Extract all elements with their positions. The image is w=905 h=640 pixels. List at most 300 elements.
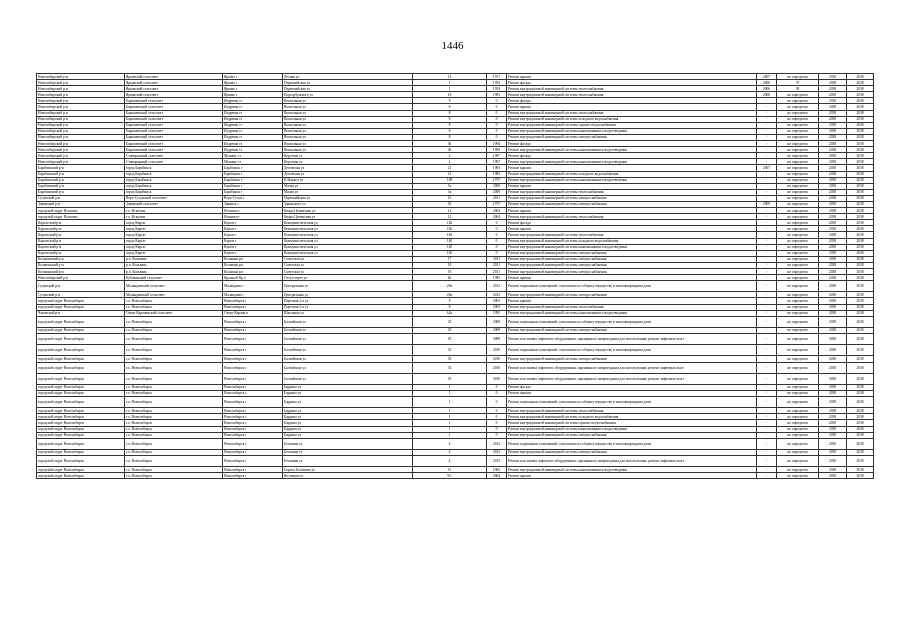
work-type-cell: Ремонт внутридомовой инженерной системы канализования и водоотведения [507, 244, 757, 250]
end-year-cell: 2038 [847, 456, 874, 467]
house-number-cell: 108 [413, 177, 487, 183]
district-cell: Кольванский р-н [37, 262, 125, 268]
status-cell: не определен [777, 104, 819, 110]
district-cell: Чановский р-н [37, 310, 125, 316]
work-type-cell: Ремонт внутридомовой инженерной системы канализования и водоотведения [507, 128, 757, 134]
house-number-cell: 33 [413, 345, 487, 356]
work-type-cell: Ремонт фасада [507, 153, 757, 159]
last-repair-year-cell: - [757, 189, 777, 195]
work-type-cell: Ремонт внутридомовой инженерной системы теплоснабжения [507, 304, 757, 310]
district-cell: городской округ Новосибирск [37, 449, 125, 455]
status-cell: не определен [777, 334, 819, 345]
end-year-cell: 2038 [847, 220, 874, 226]
house-number-cell: 8 [413, 116, 487, 122]
end-year-cell: 2038 [847, 122, 874, 128]
street-cell: Коммунистическая ул [283, 226, 413, 232]
street-cell: Коммунистическая ул [283, 232, 413, 238]
street-cell: К.Маркса ул [283, 177, 413, 183]
district-cell: Сузунский р-н [37, 292, 125, 298]
build-year-cell: 1997 [487, 159, 507, 165]
repair-schedule-table [36, 73, 874, 479]
build-year-cell: 1983 [487, 171, 507, 177]
settlement-cell: Барышевский сельсовет [125, 110, 223, 116]
last-repair-year-cell: - [757, 195, 777, 201]
last-repair-year-cell: - [757, 327, 777, 333]
start-year-cell: 2038 [819, 104, 847, 110]
build-year-cell: 2003 [487, 304, 507, 310]
locality-cell: Мочище ст [223, 159, 283, 165]
work-type-cell: Ремонт крыши [507, 298, 757, 304]
district-cell: Новосибирский р-н [37, 134, 125, 140]
last-repair-year-cell: 2008 [757, 80, 777, 86]
build-year-cell: 0 [487, 232, 507, 238]
house-number-cell: 33 [413, 362, 487, 373]
street-cell: Первомайская ул [283, 195, 413, 201]
street-cell: Бардина ул [283, 420, 413, 426]
district-cell: Барабинский р-н [37, 165, 125, 171]
house-number-cell: 2 [413, 153, 487, 159]
district-cell: городской округ Искитим [37, 214, 125, 220]
build-year-cell: 0 [487, 250, 507, 256]
status-cell: не определен [777, 183, 819, 189]
start-year-cell: 2038 [819, 141, 847, 147]
status-cell: не определен [777, 244, 819, 250]
work-type-cell: Ремонт или замена лифтового оборудования, признанного непригодным для эксплуатации, ремонт лифтовых шахт [507, 362, 757, 373]
build-year-cell: 0 [487, 134, 507, 140]
house-number-cell: 40 [413, 275, 487, 281]
locality-cell: Новосибирск г [223, 304, 283, 310]
work-type-cell: Ремонт крыши [507, 275, 757, 281]
end-year-cell: 2038 [847, 269, 874, 275]
build-year-cell: 2004 [487, 214, 507, 220]
locality-cell: Издревая ст [223, 104, 283, 110]
street-cell: Бориса Богаткова ул [283, 467, 413, 473]
locality-cell: Барабинск г [223, 171, 283, 177]
locality-cell: Новосибирск г [223, 408, 283, 414]
settlement-cell: г.о. Новосибирск [125, 362, 223, 373]
status-cell: не определен [777, 98, 819, 104]
settlement-cell: город Барабинск [125, 165, 223, 171]
last-repair-year-cell: - [757, 262, 777, 268]
street-cell: Первомайская ул [283, 86, 413, 92]
house-number-cell: 8 [413, 122, 487, 128]
start-year-cell: 2038 [819, 256, 847, 262]
locality-cell: Издревая ст [223, 110, 283, 116]
house-number-cell: 2 [413, 159, 487, 165]
locality-cell: Новосибирск г [223, 449, 283, 455]
locality-cell: Новосибирск г [223, 316, 283, 327]
status-cell: не определен [777, 177, 819, 183]
build-year-cell: 0 [487, 220, 507, 226]
work-type-cell: Ремонт внутридомовой инженерной системы электроснабжения [507, 292, 757, 298]
settlement-cell: Барышевский сельсовет [125, 104, 223, 110]
work-type-cell: Ремонт внутридомовой инженерной системы теплоснабжения [507, 110, 757, 116]
street-cell: Малая ул [283, 183, 413, 189]
start-year-cell: 2038 [819, 189, 847, 195]
status-cell: 70 [777, 80, 819, 86]
street-cell: Бардина ул [283, 426, 413, 432]
end-year-cell: 2038 [847, 171, 874, 177]
house-number-cell: 140 [413, 232, 487, 238]
work-type-cell: Ремонт внутридомовой инженерной системы электроснабжения [507, 256, 757, 262]
build-year-cell: 0 [487, 128, 507, 134]
end-year-cell: 2038 [847, 345, 874, 356]
start-year-cell: 2038 [819, 334, 847, 345]
house-number-cell: 20а [413, 281, 487, 292]
build-year-cell: 2010 [487, 356, 507, 362]
settlement-cell: г.о. Новосибирск [125, 397, 223, 408]
district-cell: городской округ Новосибирск [37, 362, 125, 373]
settlement-cell: г.о. Новосибирск [125, 449, 223, 455]
street-cell: Балтийская ул [283, 316, 413, 327]
house-number-cell: 21 [413, 171, 487, 177]
street-cell: Коммунистическая ул [283, 250, 413, 256]
last-repair-year-cell: - [757, 122, 777, 128]
start-year-cell: 2038 [819, 153, 847, 159]
work-type-cell: Ремонт внутридомовой инженерной системы электроснабжения [507, 327, 757, 333]
start-year-cell: 2038 [819, 408, 847, 414]
house-number-cell: 1 [413, 432, 487, 438]
settlement-cell: р.п. Кольвань [125, 269, 223, 275]
street-cell: Весенняя ул [283, 473, 413, 479]
house-number-cell: 8 [413, 304, 487, 310]
build-year-cell: 0 [487, 397, 507, 408]
start-year-cell: 2038 [819, 397, 847, 408]
street-cell: Короткая ул [283, 159, 413, 165]
start-year-cell: 2038 [819, 414, 847, 420]
work-type-cell: Ремонт подвальных помещений, относящихся к общему имуществу в многоквартирном доме [507, 281, 757, 292]
house-number-cell: 17 [413, 256, 487, 262]
street-cell: Подгорбунского ул [283, 92, 413, 98]
end-year-cell: 2038 [847, 189, 874, 195]
house-number-cell: 4 [413, 456, 487, 467]
house-number-cell: 1 [413, 384, 487, 390]
work-type-cell: Ремонт фасада [507, 384, 757, 390]
start-year-cell: 2038 [819, 201, 847, 207]
table-row [37, 473, 874, 479]
last-repair-year-cell: - [757, 147, 777, 153]
settlement-cell: г.о. Новосибирск [125, 420, 223, 426]
end-year-cell: 2038 [847, 362, 874, 373]
house-number-cell: 62а [413, 310, 487, 316]
street-cell: Вокзальная ул [283, 116, 413, 122]
district-cell: городской округ Новосибирск [37, 345, 125, 356]
last-repair-year-cell: 2009 [757, 201, 777, 207]
last-repair-year-cell: - [757, 128, 777, 134]
house-number-cell: 1 [413, 80, 487, 86]
end-year-cell: 2038 [847, 432, 874, 438]
locality-cell: Новосибирск г [223, 390, 283, 396]
district-cell: Кольванский р-н [37, 256, 125, 262]
settlement-cell: г.о. Новосибирск [125, 356, 223, 362]
settlement-cell: г.о. Новосибирск [125, 467, 223, 473]
street-cell: Короткая ул [283, 153, 413, 159]
work-type-cell: Ремонт подвальных помещений, относящихся к общему имуществу в многоквартирном доме [507, 316, 757, 327]
last-repair-year-cell: - [757, 384, 777, 390]
work-type-cell: Ремонт внутридомовой инженерной системы канализования и водоотведения [507, 467, 757, 473]
district-cell: Сузунский р-н [37, 281, 125, 292]
work-type-cell: Ремонт крыши [507, 473, 757, 479]
work-type-cell: Ремонт внутридомовой инженерной системы холодного водоснабжения [507, 414, 757, 420]
street-cell: Балтийская ул [283, 345, 413, 356]
start-year-cell: 2038 [819, 473, 847, 479]
start-year-cell: 2038 [819, 327, 847, 333]
status-cell: не определен [777, 473, 819, 479]
locality-cell: Издревая ст [223, 147, 283, 153]
end-year-cell: 2038 [847, 310, 874, 316]
work-type-cell: Ремонт внутридомовой инженерной системы теплоснабжения [507, 232, 757, 238]
street-cell: Центральная ул [283, 292, 413, 298]
district-cell: городской округ Новосибирск [37, 438, 125, 449]
district-cell: городской округ Новосибирск [37, 334, 125, 345]
work-type-cell: Ремонт фасада [507, 220, 757, 226]
build-year-cell: 2012 [487, 449, 507, 455]
locality-cell: Издревая ст [223, 128, 283, 134]
status-cell: не определен [777, 262, 819, 268]
work-type-cell: Ремонт крыши [507, 165, 757, 171]
locality-cell: Издревая ст [223, 141, 283, 147]
district-cell: городской округ Новосибирск [37, 426, 125, 432]
work-type-cell: Ремонт внутридомовой инженерной системы горячего водоснабжения [507, 122, 757, 128]
settlement-cell: Ярковский сельсовет [125, 80, 223, 86]
settlement-cell: г.о. Новосибирск [125, 432, 223, 438]
district-cell: городской округ Новосибирск [37, 356, 125, 362]
work-type-cell: Ремонт фасада [507, 141, 757, 147]
build-year-cell: 0 [487, 408, 507, 414]
locality-cell: Новосибирск г [223, 473, 283, 479]
status-cell: не определен [777, 310, 819, 316]
work-type-cell: Ремонт подвальных помещений, относящихся к общему имуществу в многоквартирном доме [507, 438, 757, 449]
end-year-cell: 2038 [847, 256, 874, 262]
work-type-cell: Ремонт крыши [507, 104, 757, 110]
district-cell: Новосибирский р-н [37, 110, 125, 116]
start-year-cell: 2038 [819, 110, 847, 116]
end-year-cell: 2038 [847, 98, 874, 104]
settlement-cell: Озеро-Карачинский сельсовет [125, 310, 223, 316]
settlement-cell: г.о. Новосибирск [125, 304, 223, 310]
end-year-cell: 2038 [847, 80, 874, 86]
status-cell: не определен [777, 214, 819, 220]
street-cell: Вокзальная ул [283, 147, 413, 153]
build-year-cell: 1954 [487, 80, 507, 86]
build-year-cell: 1985 [487, 275, 507, 281]
work-type-cell: Ремонт крыши [507, 390, 757, 396]
status-cell: не определен [777, 426, 819, 432]
house-number-cell: 8 [413, 134, 487, 140]
build-year-cell: 2010 [487, 373, 507, 384]
street-cell: Коммунистическая ул [283, 220, 413, 226]
locality-cell: Новосибирск г [223, 362, 283, 373]
status-cell: не определен [777, 208, 819, 214]
street-cell: Бетонная ул [283, 456, 413, 467]
build-year-cell: 0 [487, 420, 507, 426]
start-year-cell: 2038 [819, 177, 847, 183]
build-year-cell: 2012 [487, 438, 507, 449]
last-repair-year-cell: - [757, 334, 777, 345]
last-repair-year-cell: - [757, 208, 777, 214]
end-year-cell: 2038 [847, 250, 874, 256]
start-year-cell: 2038 [819, 304, 847, 310]
build-year-cell: 2011 [487, 269, 507, 275]
settlement-cell: г.о. Новосибирск [125, 316, 223, 327]
house-number-cell: 1 [413, 414, 487, 420]
settlement-cell: г.о. Новосибирск [125, 438, 223, 449]
end-year-cell: 2038 [847, 226, 874, 232]
last-repair-year-cell: - [757, 250, 777, 256]
status-cell: не определен [777, 304, 819, 310]
street-cell: Портовая 2-я ул [283, 298, 413, 304]
street-cell: Бетонная ул [283, 449, 413, 455]
street-cell: Балтийская ул [283, 373, 413, 384]
district-cell: Новосибирский р-н [37, 147, 125, 153]
status-cell: не определен [777, 134, 819, 140]
locality-cell: Издревая ст [223, 134, 283, 140]
locality-cell: Искитим г [223, 214, 283, 220]
build-year-cell: 2011 [487, 195, 507, 201]
last-repair-year-cell: - [757, 449, 777, 455]
settlement-cell: р.п. Кольвань [125, 256, 223, 262]
start-year-cell: 2038 [819, 159, 847, 165]
last-repair-year-cell: - [757, 177, 777, 183]
build-year-cell: 2010 [487, 345, 507, 356]
start-year-cell: 2038 [819, 449, 847, 455]
settlement-cell: Барышевский сельсовет [125, 147, 223, 153]
locality-cell: Новосибирск г [223, 327, 283, 333]
district-cell: Новосибирский р-н [37, 98, 125, 104]
start-year-cell: 2038 [819, 226, 847, 232]
status-cell: не определен [777, 456, 819, 467]
street-cell: Кварц Цементная ул [283, 208, 413, 214]
house-number-cell: 1 [413, 426, 487, 432]
status-cell: не определен [777, 384, 819, 390]
status-cell: не определен [777, 232, 819, 238]
start-year-cell: 2038 [819, 390, 847, 396]
start-year-cell: 2038 [819, 220, 847, 226]
work-type-cell: Ремонт фасада [507, 98, 757, 104]
locality-cell: Барабинск г [223, 189, 283, 195]
build-year-cell: 1995 [487, 310, 507, 316]
street-cell: Вокзальная ул [283, 128, 413, 134]
street-cell: Деповская ул [283, 171, 413, 177]
status-cell: не определен [777, 159, 819, 165]
end-year-cell: 2038 [847, 86, 874, 92]
house-number-cell: 140 [413, 238, 487, 244]
build-year-cell: 2012 [487, 456, 507, 467]
status-cell: 30 [777, 86, 819, 92]
last-repair-year-cell: - [757, 159, 777, 165]
status-cell: не определен [777, 345, 819, 356]
work-type-cell: Ремонт внутридомовой инженерной системы холодного водоснабжения [507, 171, 757, 177]
end-year-cell: 2038 [847, 141, 874, 147]
end-year-cell: 2038 [847, 334, 874, 345]
locality-cell: Ярково с [223, 92, 283, 98]
house-number-cell: 8 [413, 298, 487, 304]
street-cell: Лесная ул [283, 74, 413, 80]
locality-cell: Барабинск г [223, 177, 283, 183]
locality-cell: Новосибирск г [223, 426, 283, 432]
end-year-cell: 2038 [847, 110, 874, 116]
settlement-cell: Кубовинский сельсовет [125, 275, 223, 281]
street-cell: Кварц Цементная ул [283, 214, 413, 220]
last-repair-year-cell: - [757, 153, 777, 159]
locality-cell: Маландино с [223, 292, 283, 298]
start-year-cell: 2038 [819, 208, 847, 214]
build-year-cell: 0 [487, 104, 507, 110]
work-type-cell: Ремонт внутридомовой инженерной системы электроснабжения [507, 432, 757, 438]
start-year-cell: 2038 [819, 438, 847, 449]
district-cell: городской округ Новосибирск [37, 414, 125, 420]
start-year-cell: 2038 [819, 214, 847, 220]
status-cell: не определен [777, 165, 819, 171]
locality-cell: Новосибирск г [223, 414, 283, 420]
settlement-cell: г.о. Новосибирск [125, 384, 223, 390]
status-cell: не определен [777, 327, 819, 333]
end-year-cell: 2038 [847, 134, 874, 140]
status-cell: не определен [777, 226, 819, 232]
district-cell: городской округ Новосибирск [37, 467, 125, 473]
last-repair-year-cell: - [757, 214, 777, 220]
start-year-cell: 2038 [819, 426, 847, 432]
last-repair-year-cell: - [757, 244, 777, 250]
build-year-cell: 2000 [487, 183, 507, 189]
last-repair-year-cell: - [757, 232, 777, 238]
end-year-cell: 2038 [847, 420, 874, 426]
house-number-cell: 140 [413, 250, 487, 256]
build-year-cell: 0 [487, 122, 507, 128]
end-year-cell: 2038 [847, 384, 874, 390]
last-repair-year-cell: - [757, 310, 777, 316]
table-row [37, 281, 874, 292]
build-year-cell: 0 [487, 426, 507, 432]
locality-cell: Новосибирск г [223, 456, 283, 467]
start-year-cell: 2038 [819, 195, 847, 201]
end-year-cell: 2038 [847, 449, 874, 455]
start-year-cell: 2038 [819, 281, 847, 292]
work-type-cell: Ремонт крыши [507, 208, 757, 214]
district-cell: Каргатский р-н [37, 220, 125, 226]
status-cell: не определен [777, 275, 819, 281]
work-type-cell: Ремонт фасада [507, 80, 757, 86]
end-year-cell: 2038 [847, 74, 874, 80]
settlement-cell: город Барабинск [125, 183, 223, 189]
street-cell: Бардина ул [283, 397, 413, 408]
last-repair-year-cell: - [757, 269, 777, 275]
start-year-cell: 2038 [819, 92, 847, 98]
street-cell: Балтийская ул [283, 356, 413, 362]
start-year-cell: 2038 [819, 275, 847, 281]
last-repair-year-cell: - [757, 397, 777, 408]
work-type-cell: Ремонт внутридомовой инженерной системы теплоснабжения [507, 214, 757, 220]
locality-cell: Каргат г [223, 232, 283, 238]
start-year-cell: 2038 [819, 74, 847, 80]
settlement-cell: г.о. Новосибирск [125, 408, 223, 414]
table-row [37, 397, 874, 408]
district-cell: Новосибирский р-н [37, 159, 125, 165]
start-year-cell: 2038 [819, 310, 847, 316]
end-year-cell: 2038 [847, 165, 874, 171]
work-type-cell: Ремонт внутридомовой инженерной системы горячего водоснабжения [507, 420, 757, 426]
start-year-cell: 2038 [819, 183, 847, 189]
last-repair-year-cell: - [757, 275, 777, 281]
district-cell: Каргатский р-н [37, 250, 125, 256]
table-row [37, 373, 874, 384]
status-cell: не определен [777, 408, 819, 414]
page-number: 1446 [441, 40, 464, 52]
start-year-cell: 2038 [819, 432, 847, 438]
settlement-cell: г.о. Новосибирск [125, 456, 223, 467]
end-year-cell: 2038 [847, 304, 874, 310]
status-cell: не определен [777, 201, 819, 207]
